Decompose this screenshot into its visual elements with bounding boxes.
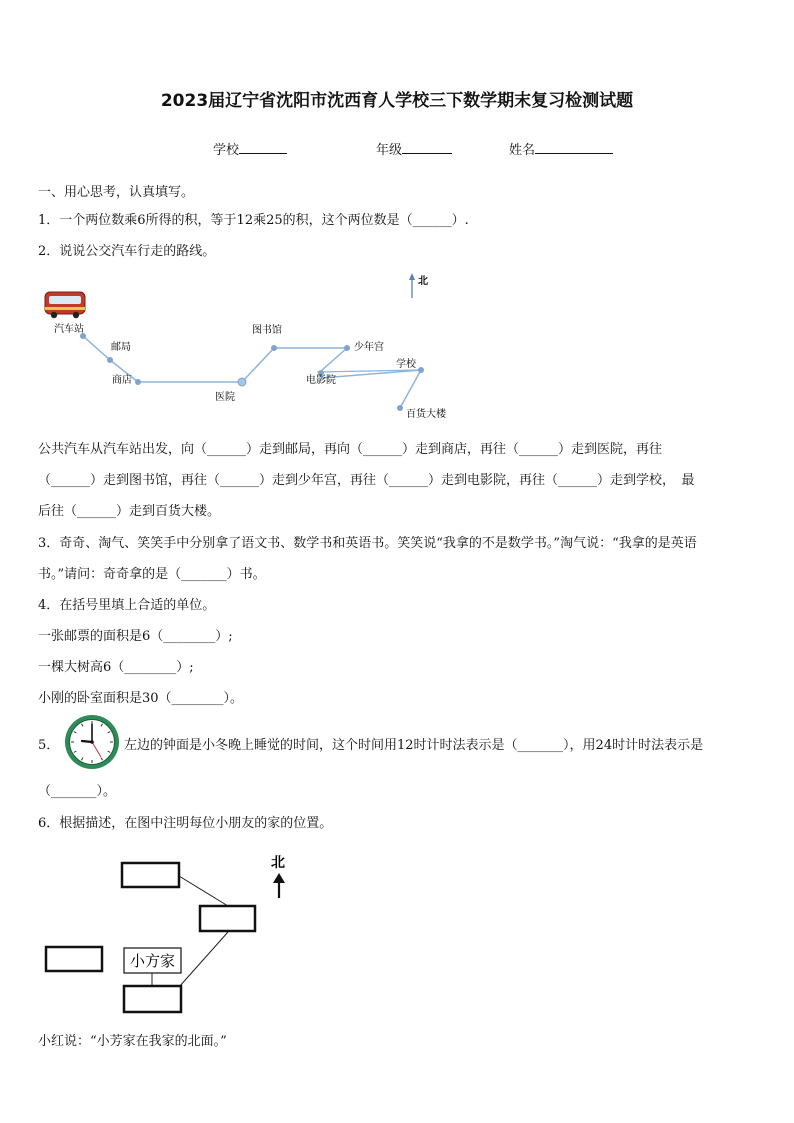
question-5-number: 5． bbox=[38, 738, 60, 753]
route-node bbox=[238, 378, 246, 386]
page-title: 2023届辽宁省沈阳市沈西育人学校三下数学期末复习检测试题 bbox=[160, 91, 634, 111]
stop-label: 少年宫 bbox=[354, 342, 384, 353]
route-node bbox=[418, 367, 424, 373]
house-box-bottom[interactable] bbox=[124, 986, 181, 1012]
question-4: 4．在括号里填上合适的单位。 bbox=[38, 598, 216, 613]
stop-label: 邮局 bbox=[111, 342, 131, 353]
name-label: 姓名 bbox=[509, 143, 536, 158]
route-node bbox=[344, 345, 350, 351]
route-node bbox=[107, 357, 113, 363]
route-node bbox=[397, 405, 403, 411]
q2-text-line: 公共汽车从汽车站出发，向（______）走到邮局，再向（______）走到商店，再往（______）走到医院，再往 bbox=[38, 442, 663, 457]
stop-label: 学校 bbox=[396, 359, 416, 370]
q2-text-line: （______）走到图书馆，再往（______）走到少年宫，再往（______）走到电影院，再往（______）走到学校， 最 bbox=[38, 473, 695, 488]
stop-label: 电影院 bbox=[306, 375, 336, 386]
bus-route-map bbox=[0, 265, 794, 425]
question-2: 2．说说公交汽车行走的路线。 bbox=[38, 244, 216, 259]
bus-icon bbox=[45, 292, 85, 318]
stop-label: 百货大楼 bbox=[406, 409, 446, 420]
name-blank[interactable] bbox=[535, 142, 613, 154]
xiaofang-home-label: 小方家 bbox=[129, 952, 176, 970]
q6-statement: 小红说：“小芳家在我家的北面。” bbox=[38, 1034, 227, 1049]
question-4-a: 一张邮票的面积是6（________）; bbox=[38, 629, 233, 644]
north-label: 北 bbox=[271, 855, 285, 871]
house-box-left[interactable] bbox=[46, 947, 102, 971]
school-label: 学校 bbox=[213, 143, 240, 158]
q2-text-line: 后往（______）走到百货大楼。 bbox=[38, 504, 221, 519]
grade-blank[interactable] bbox=[402, 142, 452, 154]
house-box-right[interactable] bbox=[200, 906, 255, 931]
question-5-cont: （_______）。 bbox=[38, 784, 117, 799]
house-box-top[interactable] bbox=[122, 863, 179, 887]
north-arrow-icon bbox=[273, 873, 285, 898]
connector-line bbox=[179, 932, 228, 987]
question-4-c: 小刚的卧室面积是30（________）。 bbox=[38, 691, 244, 706]
question-3: 3．奇奇、淘气、笑笑手中分别拿了语文书、数学书和英语书。笑笑说“我拿的不是数学书。”淘气说：“我拿的是英语 bbox=[38, 536, 697, 551]
clock-icon bbox=[62, 713, 122, 771]
question-3-cont: 书。”请问：奇奇拿的是（_______）书。 bbox=[38, 567, 266, 582]
school-blank[interactable] bbox=[239, 142, 287, 154]
q6-position-diagram bbox=[0, 845, 320, 1020]
route-node bbox=[135, 379, 141, 385]
connector-line bbox=[179, 876, 228, 906]
section-heading: 一、用心思考，认真填写。 bbox=[38, 185, 195, 200]
stop-label: 医院 bbox=[215, 392, 235, 403]
question-6: 6．根据描述，在图中注明每位小朋友的家的位置。 bbox=[38, 816, 333, 831]
school-field[interactable] bbox=[213, 139, 287, 158]
question-5: 左边的钟面是小冬晚上睡觉的时间，这个时间用12时计时法表示是（_______），用24时计时法表示是 bbox=[124, 738, 704, 753]
name-field[interactable] bbox=[509, 139, 613, 158]
stop-label: 图书馆 bbox=[252, 325, 282, 336]
north-label: 北 bbox=[418, 276, 428, 287]
route-node bbox=[271, 345, 277, 351]
stop-label: 商店 bbox=[112, 375, 132, 386]
grade-field[interactable] bbox=[376, 139, 452, 158]
north-arrow-icon bbox=[409, 273, 415, 298]
question-1: 1．一个两位数乘6所得的积，等于12乘25的积，这个两位数是（______）. bbox=[38, 213, 469, 228]
grade-label: 年级 bbox=[376, 143, 403, 158]
stop-label: 汽车站 bbox=[54, 324, 84, 335]
question-4-b: 一棵大树高6（________）; bbox=[38, 660, 194, 675]
